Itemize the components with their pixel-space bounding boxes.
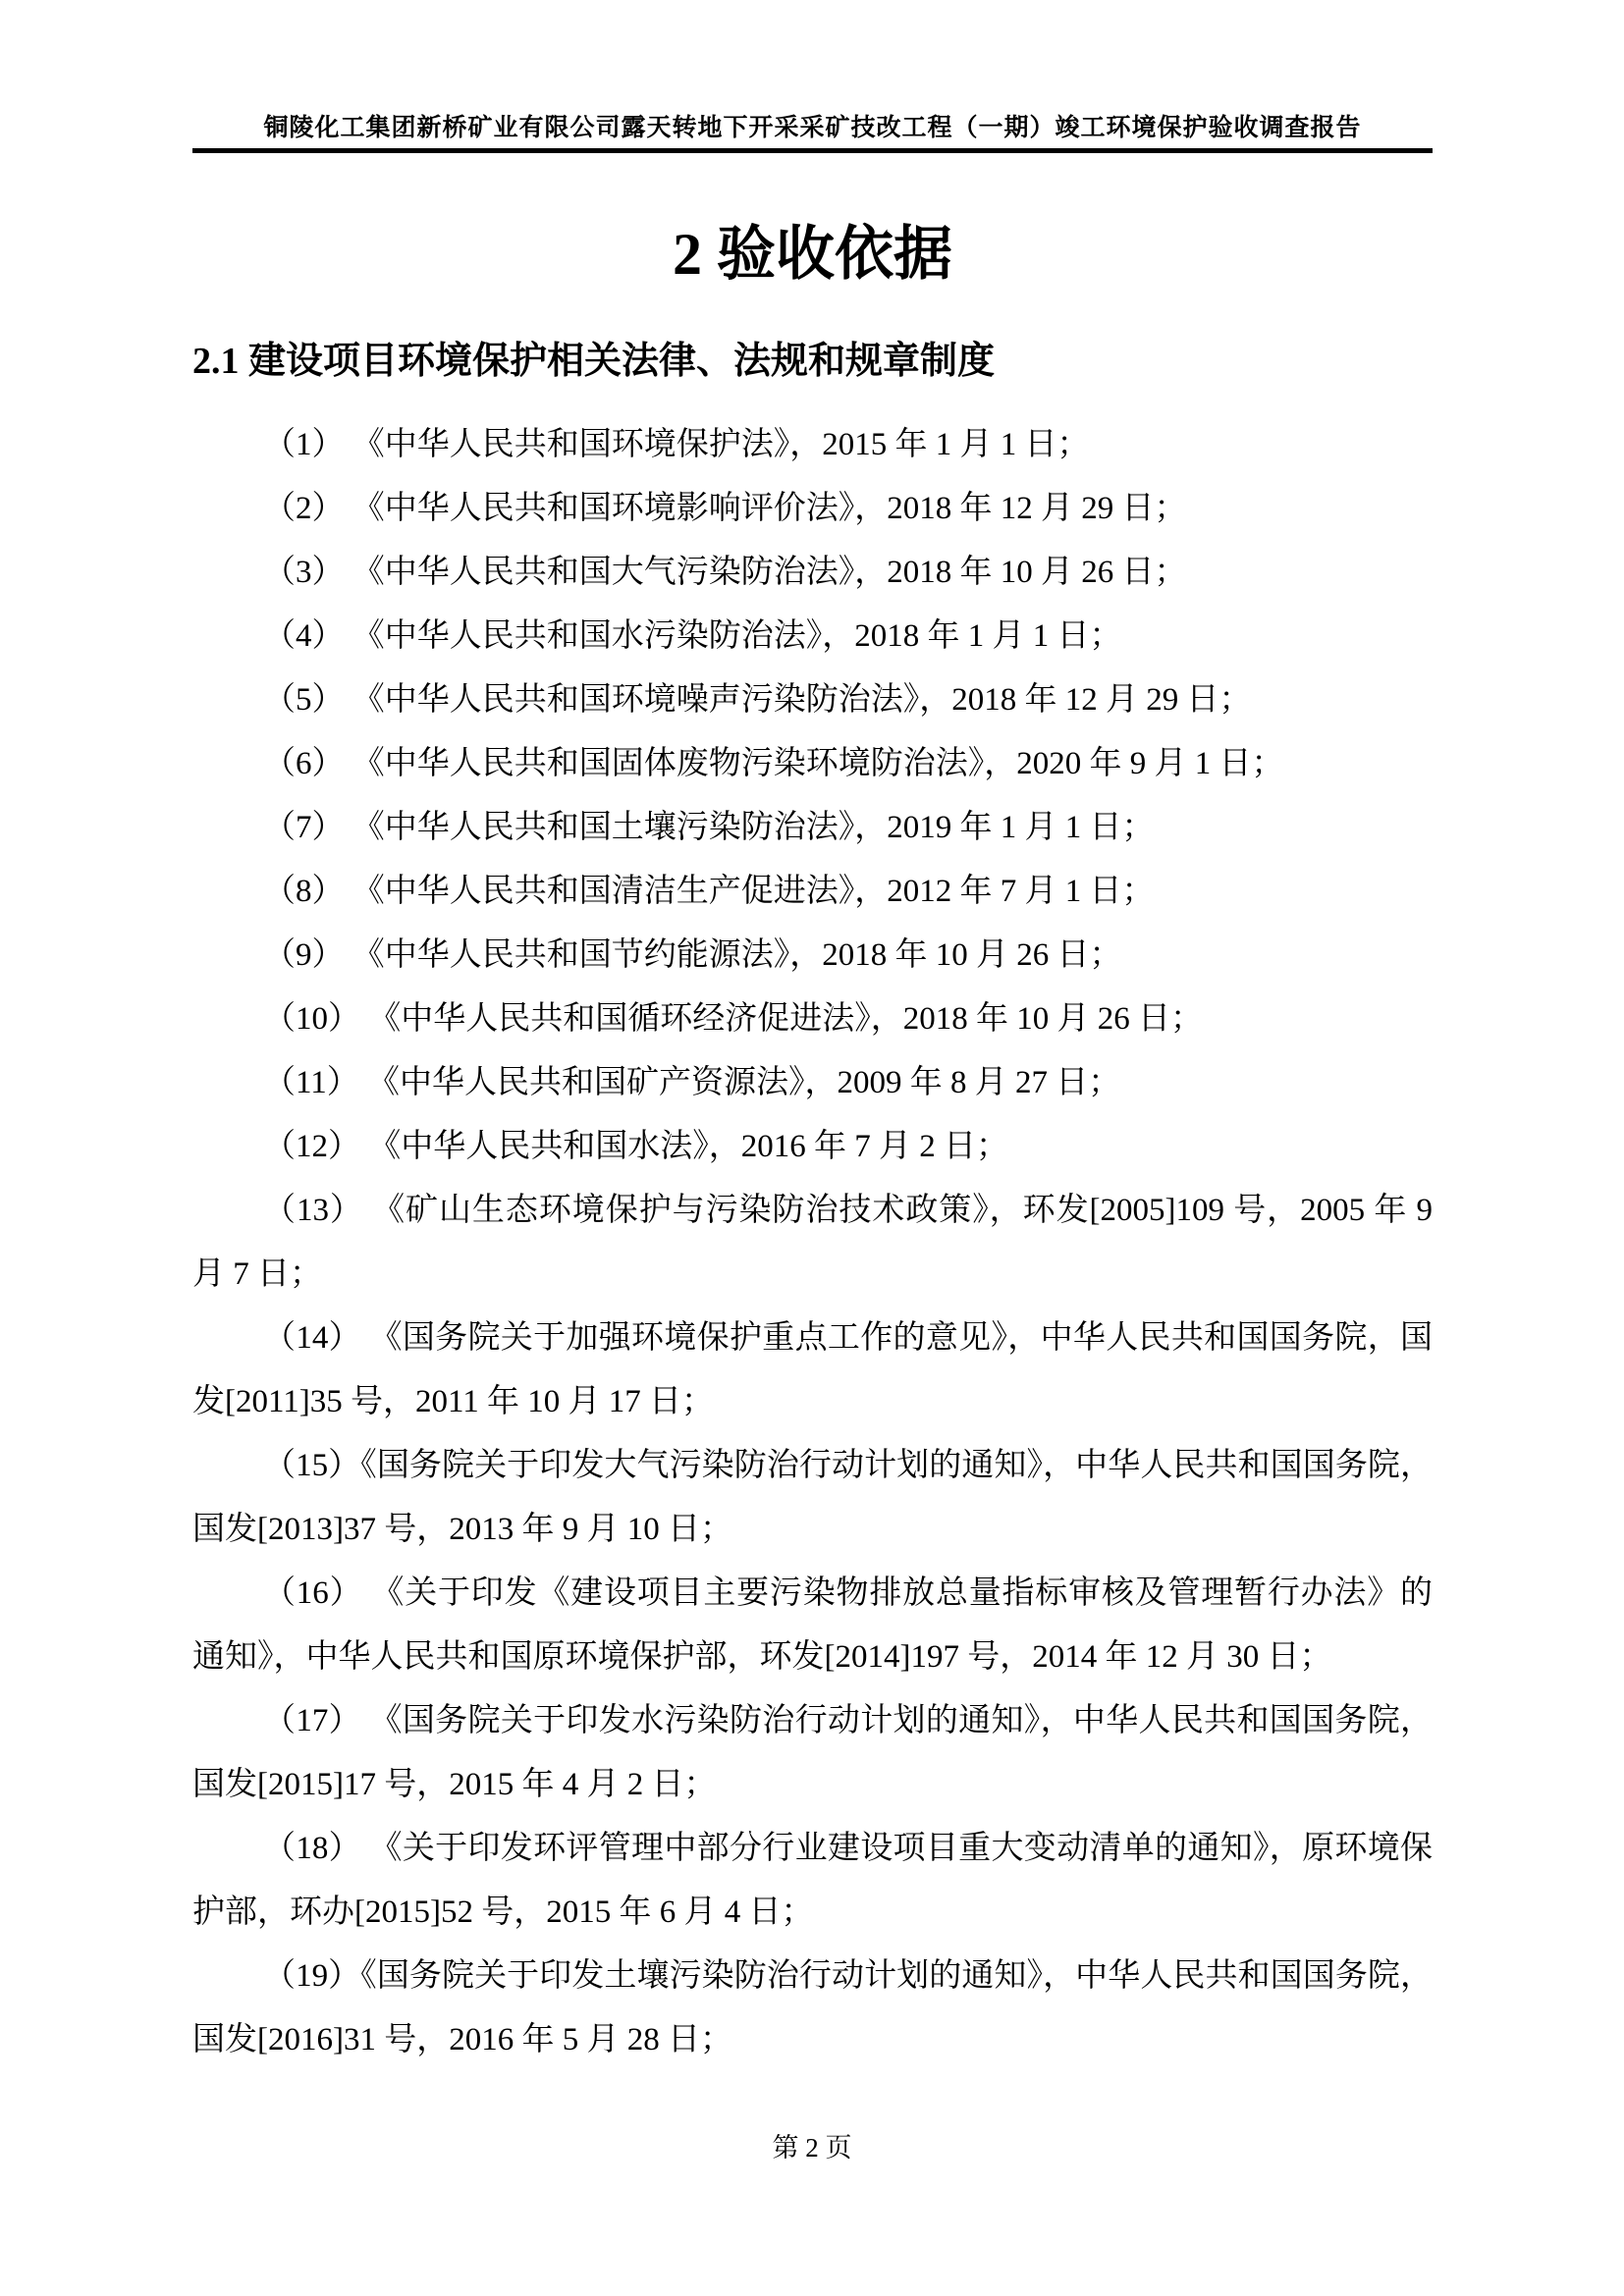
list-item: （12） 《中华人民共和国水法》，2016 年 7 月 2 日；: [263, 1129, 1008, 1164]
list-item: （8） 《中华人民共和国清洁生产促进法》，2012 年 7 月 1 日；: [263, 874, 1155, 909]
list-item: （18） 《关于印发环评管理中部分行业建设项目重大变动清单的通知》，原环境保护部，环办[2015]52 号，2015 年 6 月 4 日；: [192, 1831, 1433, 1930]
list-item: （1） 《中华人民共和国环境保护法》，2015 年 1 月 1 日；: [263, 427, 1090, 462]
list-item: （19）《国务院关于印发土壤污染防治行动计划的通知》，中华人民共和国国务院，国发[2016]31 号，2016 年 5 月 28 日；: [192, 1958, 1433, 2057]
list-item: （3） 《中华人民共和国大气污染防治法》，2018 年 10 月 26 日；: [263, 555, 1187, 590]
list-item: （5） 《中华人民共和国环境噪声污染防治法》，2018 年 12 月 29 日；: [263, 682, 1252, 718]
page-footer: [0, 2126, 1624, 2164]
list-item: （16） 《关于印发《建设项目主要污染物排放总量指标审核及管理暂行办法》的通知》，中华人民共和国原环境保护部，环发[2014]197 号，2014 年 12 月 30 日；: [192, 1575, 1433, 1675]
list-item: （15）《国务院关于印发大气污染防治行动计划的通知》，中华人民共和国国务院，国发[2013]37 号，2013 年 9 月 10 日；: [192, 1448, 1433, 1547]
list-item: （13） 《矿山生态环境保护与污染防治技术政策》，环发[2005]109 号，2005 年 9 月 7 日；: [192, 1193, 1433, 1292]
list-item: （10） 《中华人民共和国循环经济促进法》，2018 年 10 月 26 日；: [263, 1001, 1203, 1037]
list-item: （14） 《国务院关于加强环境保护重点工作的意见》，中华人民共和国国务院，国发[2011]35 号，2011 年 10 月 17 日；: [192, 1320, 1433, 1419]
page-number: 第 2 页: [772, 2133, 852, 2163]
list-item: （17） 《国务院关于印发水污染防治行动计划的通知》，中华人民共和国国务院，国发[2015]17 号，2015 年 4 月 2 日；: [192, 1703, 1433, 1802]
legal-reference-list: [192, 413, 1433, 2072]
list-item: （4） 《中华人民共和国水污染防治法》，2018 年 1 月 1 日；: [263, 618, 1122, 654]
header-rule: [192, 148, 1433, 153]
list-item: （9） 《中华人民共和国节约能源法》，2018 年 10 月 26 日；: [263, 937, 1122, 973]
section-heading: 2.1 建设项目环境保护相关法律、法规和规章制度: [192, 341, 996, 382]
page-header-title: 铜陵化工集团新桥矿业有限公司露天转地下开采采矿技改工程（一期）竣工环境保护验收调查报告: [263, 115, 1362, 141]
list-item: （11） 《中华人民共和国矿产资源法》，2009 年 8 月 27 日；: [263, 1065, 1121, 1100]
chapter-title: 2 验收依据: [673, 222, 952, 287]
list-item: （2） 《中华人民共和国环境影响评价法》，2018 年 12 月 29 日；: [263, 491, 1187, 526]
list-item: （7） 《中华人民共和国土壤污染防治法》，2019 年 1 月 1 日；: [263, 810, 1155, 845]
list-item: （6） 《中华人民共和国固体废物污染环境防治法》，2020 年 9 月 1 日；: [263, 746, 1284, 781]
